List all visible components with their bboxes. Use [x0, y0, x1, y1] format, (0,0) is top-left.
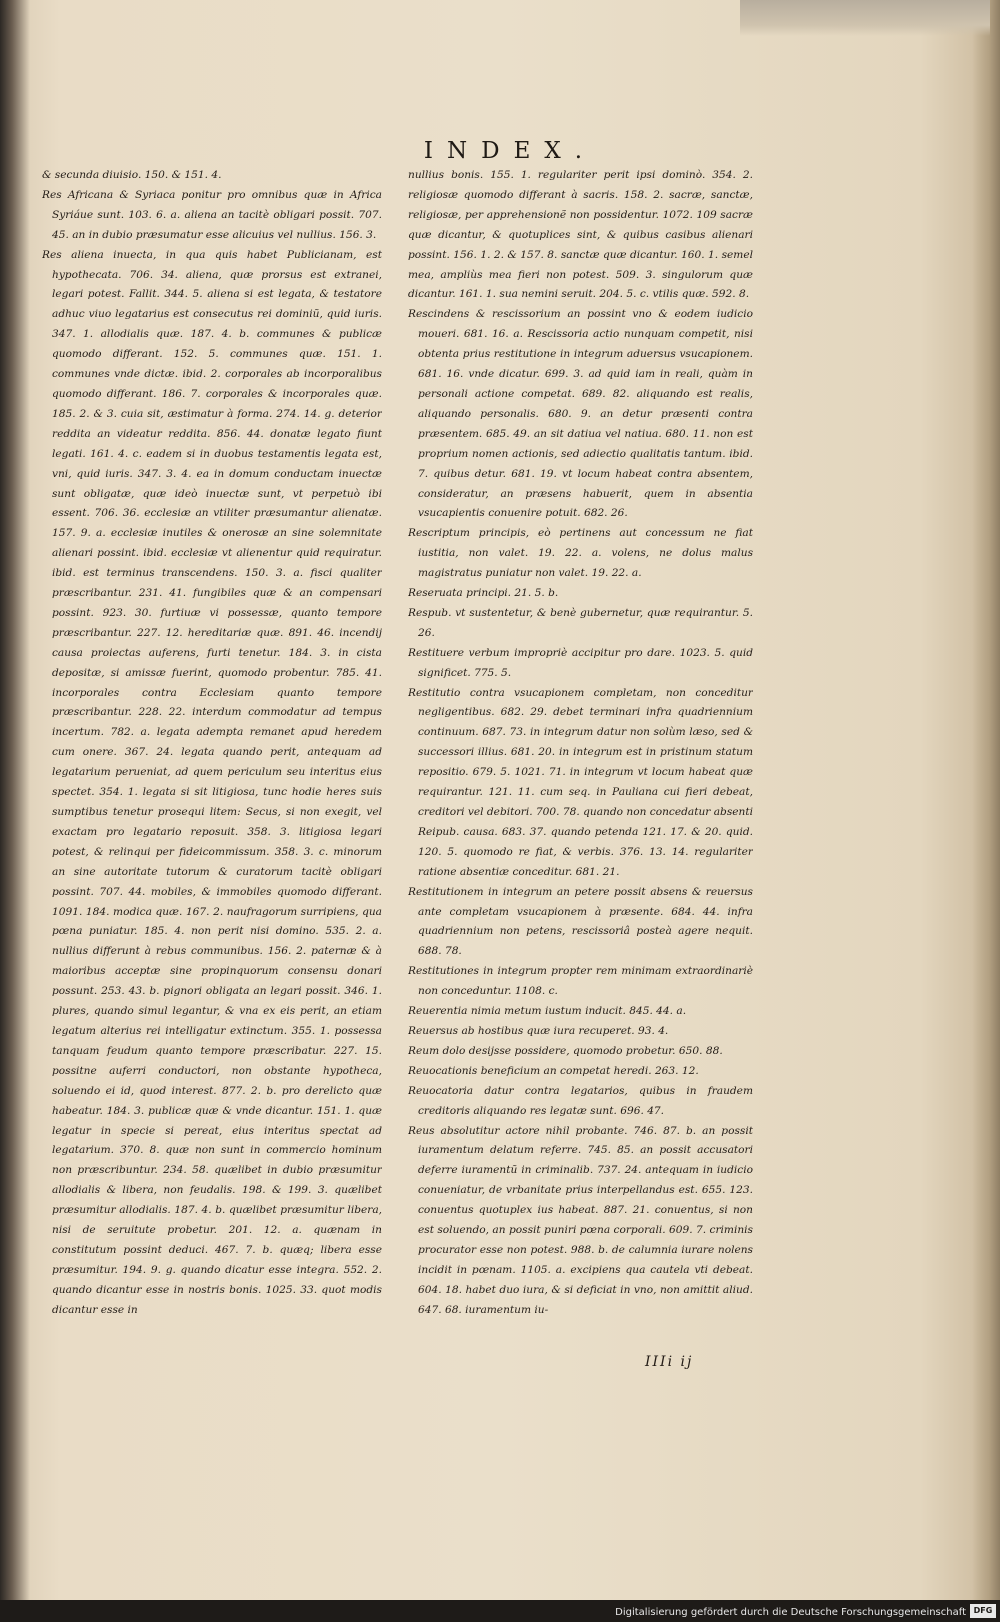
index-entry: Respub. vt sustentetur, & benè gubernetur, quæ requirantur. 5. 26. [408, 606, 753, 639]
index-entry: Rescriptum principis, eò pertinens aut concessum ne fiat iustitia, non valet. 19. 22. a. volens, ne dolus malus magistratus puniatur non valet. 19. 22. a. [408, 527, 753, 580]
signature-mark: IIIi ij [645, 1354, 694, 1370]
page-edge [972, 0, 1000, 1600]
index-entry: Reuocatoria datur contra legatarios, quibus in fraudem creditoris aliquando res legatæ sunt. 696. 47. [408, 1084, 753, 1117]
index-entry: Res aliena inuecta, in qua quis habet Publicianam, est hypothecata. 706. 34. aliena, quæ prorsus est extranei, legari potest. Fallit. 344. 5. aliena si est legata, & testatore adhuc viuo legatarius est consecutus rei dominiũ, quid iuris. 347. 1. allodialis quæ. 187. 4. b. communes & publicæ quomodo differant. 152. 5. communes quæ. 151. 1. communes vnde dictæ. ibid. 2. corporales ab incorporalibus quomodo differant. 186. 7. corporales & incorporales quæ. 185. 2. & 3. cuia sit, æstimatur à forma. 274. 14. g. deterior reddita an videatur reddita. 856. 44. donatæ legato fiunt legati. 161. 4. c. eadem si in duobus testamentis legata est, vni, quid iuris. 347. 3. 4. ea in domum conductam inuectæ sunt obligatæ, quæ ideò inuectæ sunt, vt perpetuò ibi essent. 706. 36. ecclesiæ an vtiliter præsumantur alienatæ. 157. 9. a. ecclesiæ inutiles & onerosæ an sine solemnitate alienari possint. ibid. ecclesiæ vt alienentur quid requiratur. ibid. est terminus transcendens. 150. 3. a. fisci qualiter præscribantur. 231. 41. fungibiles quæ & an compensari possint. 923. 30. furtiuæ vi possessæ, quanto tempore præscribantur. 227. 12. hereditariæ quæ. 891. 46. incendij causa proiectas auferens, furti tenetur. 184. 3. in cista depositæ, si amissæ fuerint, quomodo probentur. 785. 41. incorporales contra Ecclesiam quanto tempore præscribantur. 228. 22. interdum commodatur ad tempus incertum. 782. a. legata adempta remanet apud heredem cum onere. 367. 24. legata quando perit, antequam ad legatarium perueniat, ad quem periculum seu interitus eius spectet. 354. 1. legata si sit litigiosa, tunc hodie heres suis sumptibus tenetur prosequi litem: Secus, si non exegit, vel exactam pro legatario reposuit. 358. 3. litigiosa legari potest, & relinqui per fideicommissum. 358. 3. c. minorum an sine autoritate tutorum & curatorum tacitè obligari possint. 707. 44. mobiles, & immobiles quomodo differant. 1091. 184. modica quæ. 167. 2. naufragorum surripiens, qua pœna puniatur. 185. 4. non perit nisi domino. 535. 2. a. nullius differunt à rebus communibus. 156. 2. paternæ & à maioribus acceptæ sine propinquorum consensu donari possunt. 253. 43. b. pignori obligata an legari possit. 346. 1. plures, quando simul legantur, & vna ex eis perit, an etiam legatum alterius rei intelligatur extinctum. 355. 1. possessa tanquam feudum quanto tempore præscribatur. 227. 15. possitne auferri conductori, non obstante hypotheca, soluendo ei id, quod interest. 877. 2. b. pro derelicto quæ habeatur. 184. 3. publicæ quæ & vnde dicantur. 151. 1. quæ legatur in specie si pereat, eius interitus spectat ad legatarium. 370. 8. quæ non sunt in commercio hominum non præscribuntur. 234. 58. quælibet in dubio præsumitur allodialis & libera, non feudalis. 198. & 199. 3. quælibet præsumitur allodialis. 187. 4. b. quælibet præsumitur libera, nisi de seruitute probetur. 201. 12. a. quænam in constitutum possint deduci. 467. 7. b. quæq; libera esse præsumitur. 194. 9. g. quando dicatur esse integra. 552. 2. quando dicantur esse in nostris bonis. 1025. 33. quot modis dicantur esse in [42, 248, 382, 1316]
index-entry: Restitutio contra vsucapionem completam, non conceditur negligentibus. 682. 29. debet terminari infra quadriennium continuum. 687. 73. in integrum datur non solùm læso, sed & successori illius. 681. 20. in integrum est in pristinum statum repositio. 679. 5. 1021. 71. in integrum vt locum habeat quæ requirantur. 121. 11. cum seq. in Pauliana cui fieri debeat, creditori vel debitori. 700. 78. quando non concedatur absenti Reipub. causa. 683. 37. quando petenda 121. 17. & 20. quid. 120. 5. quomodo re fiat, & verbis. 376. 13. 14. regulariter ratione absentiæ conceditur. 681. 21. [408, 686, 753, 878]
index-entry: Reum dolo desijsse possidere, quomodo probetur. 650. 88. [408, 1044, 723, 1057]
dfg-logo: DFG [970, 1604, 996, 1618]
index-entry: Reuersus ab hostibus quæ iura recuperet. 93. 4. [408, 1024, 669, 1037]
index-entry: Rescindens & rescissorium an possint vno & eodem iudicio moueri. 681. 16. a. Rescissoria actio nunquam competit, nisi obtenta prius restitutione in integrum aduersus vsucapionem. 681. 16. vnde dicatur. 699. 3. ad quid iam in reali, quàm in personali actione competat. 689. 82. aliquando est realis, aliquando personalis. 680. 9. an detur præsenti contra præsentem. 685. 49. an sit datiua vel natiua. 680. 11. non est proprium nomen actionis, sed adiectio qualitatis tantum. ibid. 7. quibus detur. 681. 19. vt locum habeat contra absentem, consideratur, an præsens habuerit, quem in absentia vsucapientis conuenire potuit. 682. 26. [408, 308, 753, 520]
page-header: INDEX. [423, 138, 597, 164]
index-entry: Restitutiones in integrum propter rem minimam extraordinariè non conceduntur. 1108. c. [408, 965, 753, 998]
index-entry: Reuerentia nimia metum iustum inducit. 845. 44. a. [408, 1005, 687, 1018]
binding-strip [740, 0, 990, 36]
digitization-footer [0, 1600, 1000, 1622]
footer-credit: Digitalisierung gefördert durch die Deutsche Forschungsgemeinschaft [615, 1607, 966, 1618]
binding-shadow [0, 0, 30, 1622]
index-entry: Res Africana & Syriaca ponitur pro omnibus quæ in Africa Syriáue sunt. 103. 6. a. aliena an tacitè obligari possit. 707. 45. an in dubio præsumatur esse alicuius vel nullius. 156. 3. [42, 188, 382, 241]
index-entry: nullius bonis. 155. 1. regulariter perit ipsi dominò. 354. 2. religiosæ quomodo differant à sacris. 158. 2. sacræ, sanctæ, religiosæ, per apprehensionẽ non possidentur. 1072. 109 sacræ quæ dicantur, & quotuplices sint, & quibus casibus alienari possint. 156. 1. 2. & 157. 8. sanctæ quæ dicantur. 160. 1. semel mea, ampliùs mea fieri non potest. 509. 3. singulorum quæ dicantur. 161. 1. sua nemini seruit. 204. 5. c. vtilis quæ. 592. 8. [408, 169, 753, 301]
index-column-left [42, 166, 382, 1346]
index-entry: Restitutionem in integrum an petere possit absens & reuersus ante completam vsucapionem à præsente. 684. 44. infra quadriennium non petens, rescissoriâ posteà agere nequit. 688. 78. [408, 885, 753, 958]
index-entry: Reuocationis beneficium an competat heredi. 263. 12. [408, 1064, 699, 1077]
index-entry: Reus absolutitur actore nihil probante. 746. 87. b. an possit iuramentum delatum referre. 745. 85. an possit accusatori deferre iuramentũ in criminalib. 737. 24. antequam in iudicio conueniatur, de vrbanitate prius interpellandus est. 655. 123. conuentus quotuplex ius habeat. 887. 21. conuentus, si non est soluendo, an possit puniri pœna corporali. 609. 7. criminis procurator esse non potest. 988. b. de calumnia iurare nolens incidit in pœnam. 1105. a. excipiens qua cautela vti debeat. 604. 18. habet duo iura, & si deficiat in vno, non amittit aliud. 647. 68. iuramentum iu- [408, 1124, 753, 1316]
index-entry: Restituere verbum impropriè accipitur pro dare. 1023. 5. quid significet. 775. 5. [408, 646, 753, 679]
index-entry: Reseruata principi. 21. 5. b. [408, 587, 559, 600]
index-column-right [408, 166, 753, 1346]
index-entry: & secunda diuisio. 150. & 151. 4. [42, 169, 222, 181]
